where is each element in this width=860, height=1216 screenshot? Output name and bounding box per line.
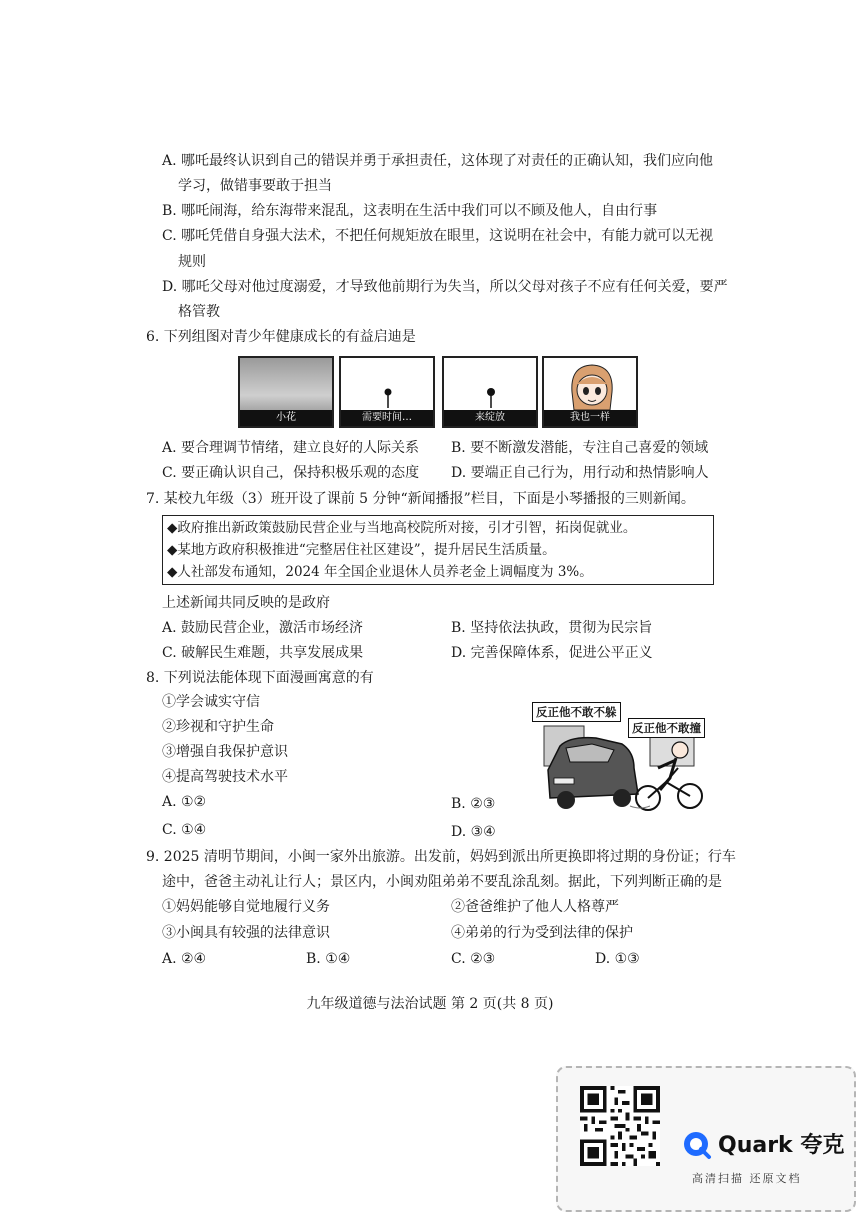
- quark-watermark: [556, 1066, 856, 1212]
- q5-option-d-cont: 格管教: [178, 304, 220, 320]
- quark-brand: Quark 夸克: [718, 1133, 845, 1158]
- q6-comic-strip: [238, 356, 638, 428]
- q9-item-4: ④弟弟的行为受到法律的保护: [451, 925, 633, 941]
- q8-stem: 8. 下列说法能体现下面漫画寓意的有: [146, 670, 374, 686]
- news-item-2: ◆某地方政府积极推进“完整居住社区建设”，提升居民生活质量。: [167, 542, 556, 558]
- q8-item-1: ①学会诚实守信: [162, 694, 260, 710]
- q9-item-3: ③小闽具有较强的法律意识: [162, 925, 330, 941]
- girl-face-icon: [566, 362, 618, 412]
- q9-option-c: C. ②③: [451, 951, 496, 967]
- flower-icon: [486, 388, 496, 408]
- q9-stem: 9. 2025 清明节期间，小闽一家外出旅游。出发前，妈妈到派出所更换即将过期的身份证；行车: [146, 849, 736, 865]
- news-item-1: ◆政府推出新政策鼓励民营企业与当地高校院所对接，引才引智，拓岗促就业。: [167, 520, 637, 536]
- q8-item-4: ④提高驾驶技术水平: [162, 769, 288, 785]
- q9-option-b: B. ①④: [306, 951, 351, 967]
- comic-panel-1: [238, 356, 334, 428]
- q7-news-box: [162, 515, 714, 585]
- q9-option-d: D. ①③: [595, 951, 640, 967]
- q5-option-b: B. 哪吒闹海，给东海带来混乱，这表明在生活中我们可以不顾及他人，自由行事: [162, 203, 658, 219]
- quark-tagline: 高清扫描 还原文档: [692, 1172, 802, 1185]
- comic-panel-3: [442, 356, 538, 428]
- page-footer: 九年级道德与法治试题 第 2 页(共 8 页): [306, 996, 554, 1012]
- comic-caption-4: 我也一样: [544, 410, 636, 426]
- q7-option-b: B. 坚持依法执政，贯彻为民宗旨: [451, 620, 653, 636]
- comic-caption-1: 小花: [240, 410, 332, 426]
- quark-logo-icon: [682, 1130, 712, 1160]
- q5-option-a-cont: 学习，做错事要敢于担当: [178, 178, 332, 194]
- comic-panel-2: [339, 356, 435, 428]
- q7-stem: 7. 某校九年级（3）班开设了课前 5 分钟“新闻播报”栏目，下面是小琴播报的三则新闻。: [146, 491, 695, 507]
- q7-option-c: C. 破解民生难题，共享发展成果: [162, 645, 364, 661]
- q5-option-a: A. 哪吒最终认识到自己的错误并勇于承担责任，这体现了对责任的正确认知，我们应向他: [162, 153, 714, 169]
- comic-caption-2: 需要时间…: [341, 410, 433, 426]
- q9-item-1: ①妈妈能够自觉地履行义务: [162, 899, 330, 915]
- q5-option-d: D. 哪吒父母对他过度溺爱，才导致他前期行为失当，所以父母对孩子不应有任何关爱，要严: [162, 279, 728, 295]
- q7-question: 上述新闻共同反映的是政府: [162, 595, 330, 611]
- q8-item-2: ②珍视和守护生命: [162, 719, 274, 735]
- q8-option-c: C. ①④: [162, 822, 207, 838]
- speech-bubble-driver: 反正他不敢不躲: [532, 702, 621, 722]
- q7-option-a: A. 鼓励民营企业，激活市场经济: [162, 620, 364, 636]
- q8-cartoon: [530, 698, 714, 816]
- q6-option-b: B. 要不断激发潜能，专注自己喜爱的领域: [451, 440, 709, 456]
- sprout-icon: [383, 388, 393, 408]
- q5-option-c: C. 哪吒凭借自身强大法术，不把任何规矩放在眼里，这说明在社会中，有能力就可以无视: [162, 228, 714, 244]
- q5-option-c-cont: 规则: [178, 254, 206, 270]
- comic-caption-3: 来绽放: [444, 410, 536, 426]
- q6-option-c: C. 要正确认识自己，保持积极乐观的态度: [162, 465, 420, 481]
- q8-item-3: ③增强自我保护意识: [162, 744, 288, 760]
- comic-panel-4: [542, 356, 638, 428]
- q8-option-b: B. ②③: [451, 796, 496, 812]
- q7-option-d: D. 完善保障体系，促进公平正义: [451, 645, 653, 661]
- q9-option-a: A. ②④: [162, 951, 207, 967]
- q6-stem: 6. 下列组图对青少年健康成长的有益启迪是: [146, 329, 416, 345]
- q6-option-a: A. 要合理调节情绪，建立良好的人际关系: [162, 440, 420, 456]
- q6-option-d: D. 要端正自己行为，用行动和热情影响人: [451, 465, 709, 481]
- qr-code-icon[interactable]: [580, 1086, 660, 1166]
- q8-option-d: D. ③④: [451, 824, 496, 840]
- q9-item-2: ②爸爸维护了他人人格尊严: [451, 899, 619, 915]
- news-item-3: ◆人社部发布通知，2024 年全国企业退休人员养老金上调幅度为 3%。: [167, 564, 593, 580]
- speech-bubble-cyclist: 反正他不敢撞: [628, 718, 705, 738]
- q8-option-a: A. ①②: [162, 794, 207, 810]
- q9-stem-cont: 途中，爸爸主动礼让行人；景区内，小闽劝阻弟弟不要乱涂乱刻。据此，下列判断正确的是: [162, 874, 722, 890]
